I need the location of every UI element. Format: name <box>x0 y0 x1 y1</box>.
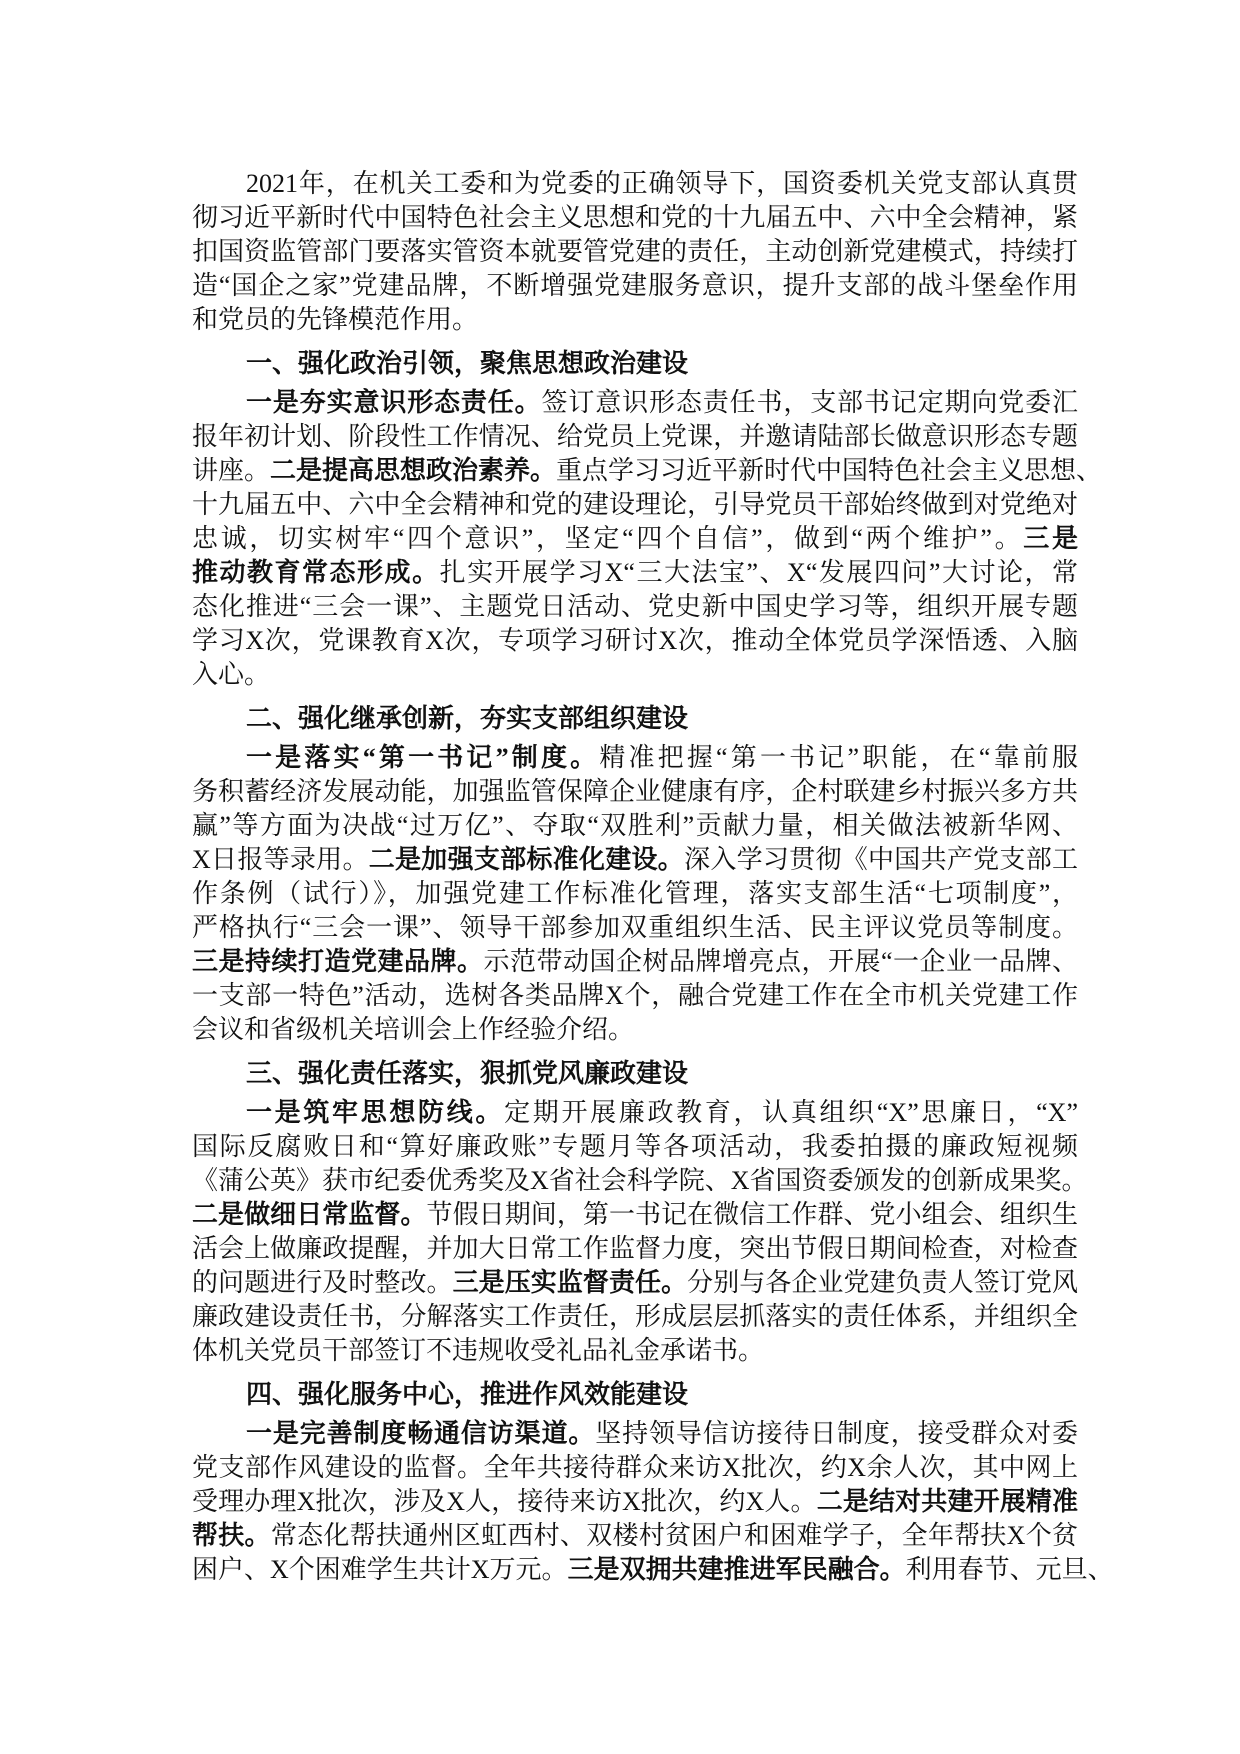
bold-lead-phrase: 三是持续打造党建品牌。 <box>192 947 484 976</box>
body-text: 造“国企之家”党建品牌，不断增强党建服务意识，提升支部的战斗堡垒作用 <box>192 271 1078 300</box>
paragraph <box>192 386 1103 692</box>
text-line <box>192 1013 1078 1047</box>
body-text: 态化推进“三会一课”、主题党日活动、党史新中国史学习等，组织开展专题 <box>192 592 1078 621</box>
text-line <box>192 1334 1078 1368</box>
body-text: 廉政建设责任书，分解落实工作责任，形成层层抓落实的责任体系，并组织全 <box>192 1302 1078 1331</box>
body-text: 《蒲公英》获市纪委优秀奖及X省社会科学院、X省国资委颁发的创新成果奖。 <box>192 1166 1088 1195</box>
body-text: 常态化帮扶通州区虹西村、双楼村贫困户和困难学子，全年帮扶X个贫 <box>270 1521 1078 1550</box>
body-text: 十九届五中、六中全会精神和党的建设理论，引导党员干部始终做到对党绝对 <box>192 490 1078 519</box>
body-text: 分别与各企业党建负责人签订党风 <box>687 1268 1078 1297</box>
body-text: 2021年，在机关工委和为党委的正确领导下，国资委机关党支部认真贯 <box>246 169 1078 198</box>
body-text: 定期开展廉政教育，认真组织“X”思廉日，“X” <box>504 1098 1078 1127</box>
body-text: 务积蓄经济发展动能，加强监管保障企业健康有序，企村联建乡村振兴多方共 <box>192 777 1078 806</box>
text-line <box>192 1485 1078 1519</box>
text-line <box>192 420 1078 454</box>
bold-lead-phrase: 帮扶。 <box>192 1521 271 1550</box>
text-line <box>192 775 1078 809</box>
text-line <box>192 235 1078 269</box>
text-line <box>192 843 1078 877</box>
body-text: 重点学习习近平新时代中国特色社会主义思想、 <box>556 456 1103 485</box>
section-heading: 四、强化服务中心，推进作风效能建设 <box>246 1380 689 1409</box>
body-text: 示范带动国企树品牌增亮点，开展“一企业一品牌、 <box>483 947 1078 976</box>
text-line <box>192 809 1078 843</box>
body-text: 会议和省级机关培训会上作经验介绍。 <box>192 1015 635 1044</box>
body-text: 和党员的先锋模范作用。 <box>192 305 479 334</box>
text-line <box>192 386 1078 420</box>
text-line <box>192 1096 1078 1130</box>
body-text: X日报等录用。 <box>192 845 369 874</box>
text-line <box>192 269 1078 303</box>
bold-lead-phrase: 一是落实“第一书记”制度。 <box>246 743 600 772</box>
bold-lead-phrase: 二是加强支部标准化建设。 <box>368 845 685 874</box>
body-text: 困户、X个困难学生共计X万元。 <box>192 1555 568 1584</box>
paragraph <box>192 167 1078 337</box>
body-text: 学习X次，党课教育X次，专项学习研讨X次，推动全体党员学深悟透、入脑 <box>192 626 1078 655</box>
body-text: 扎实开展学习X“三大法宝”、X“发展四问”大讨论，常 <box>439 558 1078 587</box>
section-heading: 一、强化政治引领，聚焦思想政治建设 <box>246 349 689 378</box>
body-text: 的问题进行及时整改。 <box>192 1268 453 1297</box>
bold-lead-phrase: 一是完善制度畅通信访渠道。 <box>246 1419 596 1448</box>
text-line <box>192 1417 1078 1451</box>
text-line <box>192 979 1078 1013</box>
bold-lead-phrase: 二是做细日常监督。 <box>192 1200 427 1229</box>
body-text: 讲座。 <box>192 456 271 485</box>
bold-lead-phrase: 三是压实监督责任。 <box>452 1268 688 1297</box>
text-line <box>192 658 1078 692</box>
text-line <box>192 1553 1114 1587</box>
bold-lead-phrase: 三是 <box>1023 524 1078 553</box>
text-line <box>192 201 1078 235</box>
body-text: 党支部作风建设的监督。全年共接待群众来访X批次，约X余人次，其中网上 <box>192 1453 1078 1482</box>
body-text: 深入学习贯彻《中国共产党支部工 <box>684 845 1078 874</box>
section-heading: 三、强化责任落实，狠抓党风廉政建设 <box>246 1059 689 1088</box>
body-text: 彻习近平新时代中国特色社会主义思想和党的十九届五中、六中全会精神，紧 <box>192 203 1078 232</box>
text-line <box>192 741 1078 775</box>
bold-lead-phrase: 三是双拥共建推进军民融合。 <box>567 1555 906 1584</box>
paragraph <box>192 1417 1114 1587</box>
body-text: 坚持领导信访接待日制度，接受群众对委 <box>595 1419 1078 1448</box>
bold-lead-phrase: 一是夯实意识形态责任。 <box>246 388 542 417</box>
text-line <box>192 1300 1078 1334</box>
text-line <box>192 522 1078 556</box>
body-text: 严格执行“三会一课”、领导干部参加双重组织生活、民主评议党员等制度。 <box>192 913 1078 942</box>
body-text: 体机关党员干部签订不违规收受礼品礼金承诺书。 <box>192 1336 765 1365</box>
text-line <box>192 556 1078 590</box>
document-body <box>192 167 1114 1587</box>
text-line <box>192 1164 1088 1198</box>
text-line <box>192 1266 1078 1300</box>
text-line <box>192 1519 1078 1553</box>
text-line <box>192 624 1078 658</box>
body-text: 活会上做廉政提醒，并加大日常工作监督力度，突出节假日期间检查，对检查 <box>192 1234 1078 1263</box>
text-line <box>192 303 1078 337</box>
text-line <box>192 911 1078 945</box>
body-text: 入心。 <box>192 660 271 689</box>
body-text: 作条例（试行）》，加强党建工作标准化管理，落实支部生活“七项制度”， <box>192 879 1078 908</box>
paragraph <box>192 1096 1088 1368</box>
body-text: 节假日期间，第一书记在微信工作群、党小组会、组织生 <box>426 1200 1078 1229</box>
text-line <box>192 167 1078 201</box>
bold-lead-phrase: 推动教育常态形成。 <box>192 558 440 587</box>
body-text: 一支部一特色”活动，选树各类品牌X个，融合党建工作在全市机关党建工作 <box>192 981 1078 1010</box>
bold-lead-phrase: 一是筑牢思想防线。 <box>246 1098 505 1127</box>
body-text: 国际反腐败日和“算好廉政账”专题月等各项活动，我委拍摄的廉政短视频 <box>192 1132 1078 1161</box>
section-heading: 二、强化继承创新，夯实支部组织建设 <box>246 704 689 733</box>
text-line <box>192 454 1103 488</box>
bold-lead-phrase: 二是结对共建开展精准 <box>816 1487 1078 1516</box>
bold-lead-phrase: 二是提高思想政治素养。 <box>270 456 557 485</box>
text-line <box>192 877 1078 911</box>
text-line <box>192 945 1078 979</box>
text-line <box>192 590 1078 624</box>
body-text: 精准把握“第一书记”职能，在“靠前服 <box>599 743 1078 772</box>
body-text: 忠诚，切实树牢“四个意识”，坚定“四个自信”，做到“两个维护”。 <box>192 524 1024 553</box>
body-text: 利用春节、元旦、 <box>905 1555 1114 1584</box>
text-line <box>192 1198 1078 1232</box>
text-line <box>192 1451 1078 1485</box>
text-line <box>192 1232 1078 1266</box>
text-line <box>192 488 1078 522</box>
paragraph <box>192 741 1078 1047</box>
body-text: 赢”等方面为决战“过万亿”、夺取“双胜利”贡献力量，相关做法被新华网、 <box>192 811 1078 840</box>
body-text: 受理办理X批次，涉及X人，接待来访X批次，约X人。 <box>192 1487 817 1516</box>
body-text: 签订意识形态责任书，支部书记定期向党委汇 <box>541 388 1078 417</box>
text-line <box>192 1130 1078 1164</box>
body-text: 扣国资监管部门要落实管资本就要管党建的责任，主动创新党建模式，持续打 <box>192 237 1078 266</box>
body-text: 报年初计划、阶段性工作情况、给党员上党课，并邀请陆部长做意识形态专题 <box>192 422 1078 451</box>
